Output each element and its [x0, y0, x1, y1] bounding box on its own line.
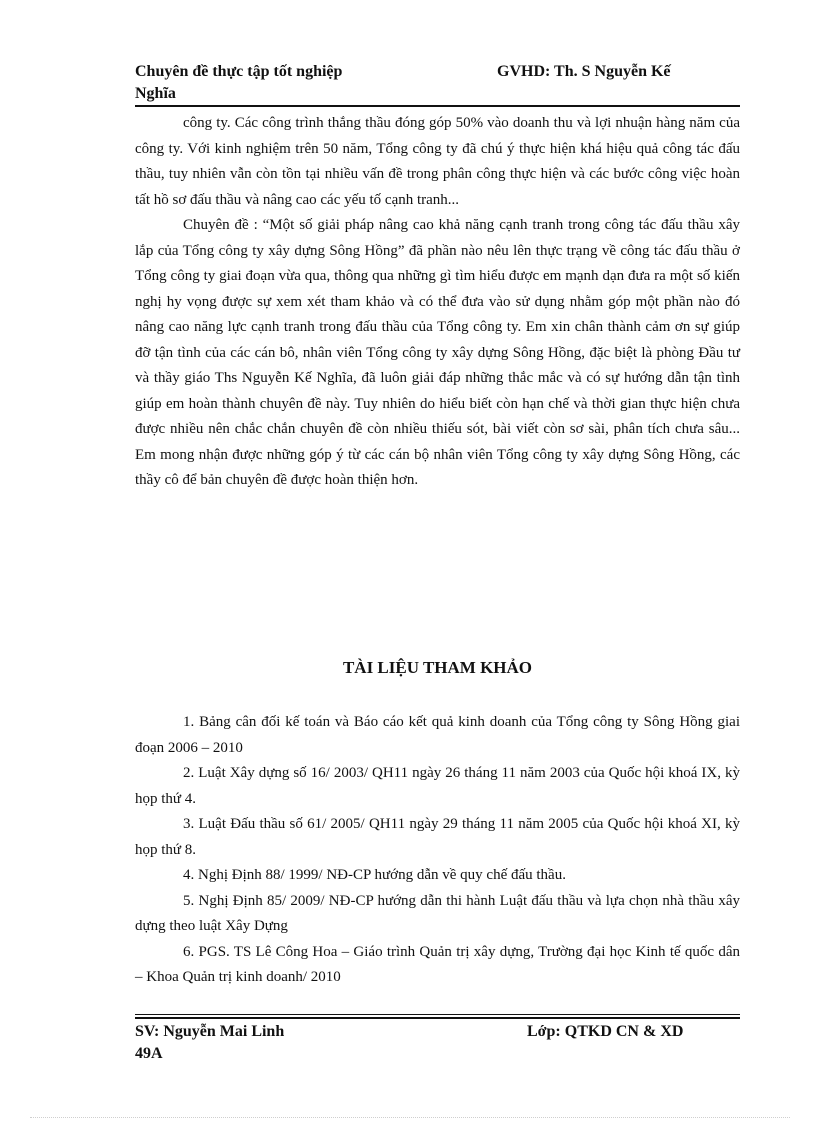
body-paragraph: Chuyên đề : “Một số giải pháp nâng cao khả năng cạnh tranh trong công tác đấu thầu xây lắp của Tổng công ty xây dựng Sông Hồng” đã phần nào nêu lên thực trạng về công tác đấu thầu ở Tổng công ty giai đoạn vừa qua, thông qua những gì tìm hiểu được em mạnh dạn đưa ra một số kiến nghị hy vọng được sự xem xét tham khảo và có thể đưa vào sử dụng nhằm góp một phần nào đó nâng cao năng lực cạnh tranh trong đấu thầu của Tổng công ty. Em xin chân thành cảm ơn sự giúp đỡ tận tình của các cán bô, nhân viên Tổng công ty xây dựng Sông Hồng, đặc biệt là phòng Đầu tư và thầy giáo Ths Nguyễn Kế Nghĩa, đã luôn giải đáp những thắc mắc và có sự hướng dẫn tận tình giúp em hoàn thành chuyên đề này. Tuy nhiên do hiểu biết còn hạn chế và thời gian thực hiện chưa được nhiều nên chắc chắn chuyên đề còn nhiều thiếu sót, bài viết còn sơ sài, phân tích chưa sâu... Em mong nhận được những góp ý từ các cán bộ nhân viên Tổng công ty xây dựng Sông Hồng, các thầy cô để bản chuyên đề được hoàn thiện hơn. — [135, 217, 740, 488]
page-header — [135, 61, 740, 105]
body-paragraph: công ty. Các công trình thắng thầu đóng góp 50% vào doanh thu và lợi nhuận hàng năm của công ty. Với kinh nghiệm trên 50 năm, Tổng công ty đã chú ý thực hiện khá hiệu quả công tác đấu thầu, tuy nhiên vẫn còn tồn tại nhiều vấn đề trong phân công thực hiện và các bước công việc hoàn tất hồ sơ đấu thầu và nâng cao các yếu tố cạnh tranh... — [135, 115, 740, 208]
page-edge-dots — [30, 1117, 790, 1118]
footer-rule-thick — [135, 1017, 740, 1019]
header-advisor-continued: Nghĩa — [135, 85, 176, 102]
page-footer — [135, 1021, 740, 1065]
header-advisor: GVHD: Th. S Nguyễn Kế — [497, 63, 671, 80]
body-text — [135, 111, 740, 494]
footer-student-continued: 49A — [135, 1045, 163, 1062]
references-list — [135, 710, 740, 991]
footer-rule-thin — [135, 1014, 740, 1015]
header-rule — [135, 105, 740, 107]
header-title: Chuyên đề thực tập tốt nghiệp — [135, 63, 343, 80]
footer-student: SV: Nguyễn Mai Linh — [135, 1023, 285, 1040]
reference-item: 6. PGS. TS Lê Công Hoa – Giáo trình Quản trị xây dựng, Trường đại học Kinh tế quốc dân – Khoa Quản trị kinh doanh/ 2010 — [135, 943, 740, 985]
reference-item: 2. Luật Xây dựng số 16/ 2003/ QH11 ngày 26 tháng 11 năm 2003 của Quốc hội khoá IX, kỳ họp thứ 4. — [135, 765, 740, 807]
reference-item: 3. Luật Đấu thầu số 61/ 2005/ QH11 ngày 29 tháng 11 năm 2005 của Quốc hội khoá XI, kỳ họp thứ 8. — [135, 816, 740, 858]
footer-class: Lớp: QTKD CN & XD — [527, 1023, 684, 1040]
reference-item: 1. Bảng cân đối kế toán và Báo cáo kết quả kinh doanh của Tổng công ty Sông Hồng giai đoạn 2006 – 2010 — [135, 714, 740, 756]
references-title: TÀI LIỆU THAM KHẢO — [342, 658, 533, 677]
reference-item: 5. Nghị Định 85/ 2009/ NĐ-CP hướng dẫn thi hành Luật đấu thầu và lựa chọn nhà thầu xây dựng theo luật Xây Dựng — [135, 892, 740, 934]
reference-item: 4. Nghị Định 88/ 1999/ NĐ-CP hướng dẫn về quy chế đấu thầu. — [183, 867, 566, 883]
